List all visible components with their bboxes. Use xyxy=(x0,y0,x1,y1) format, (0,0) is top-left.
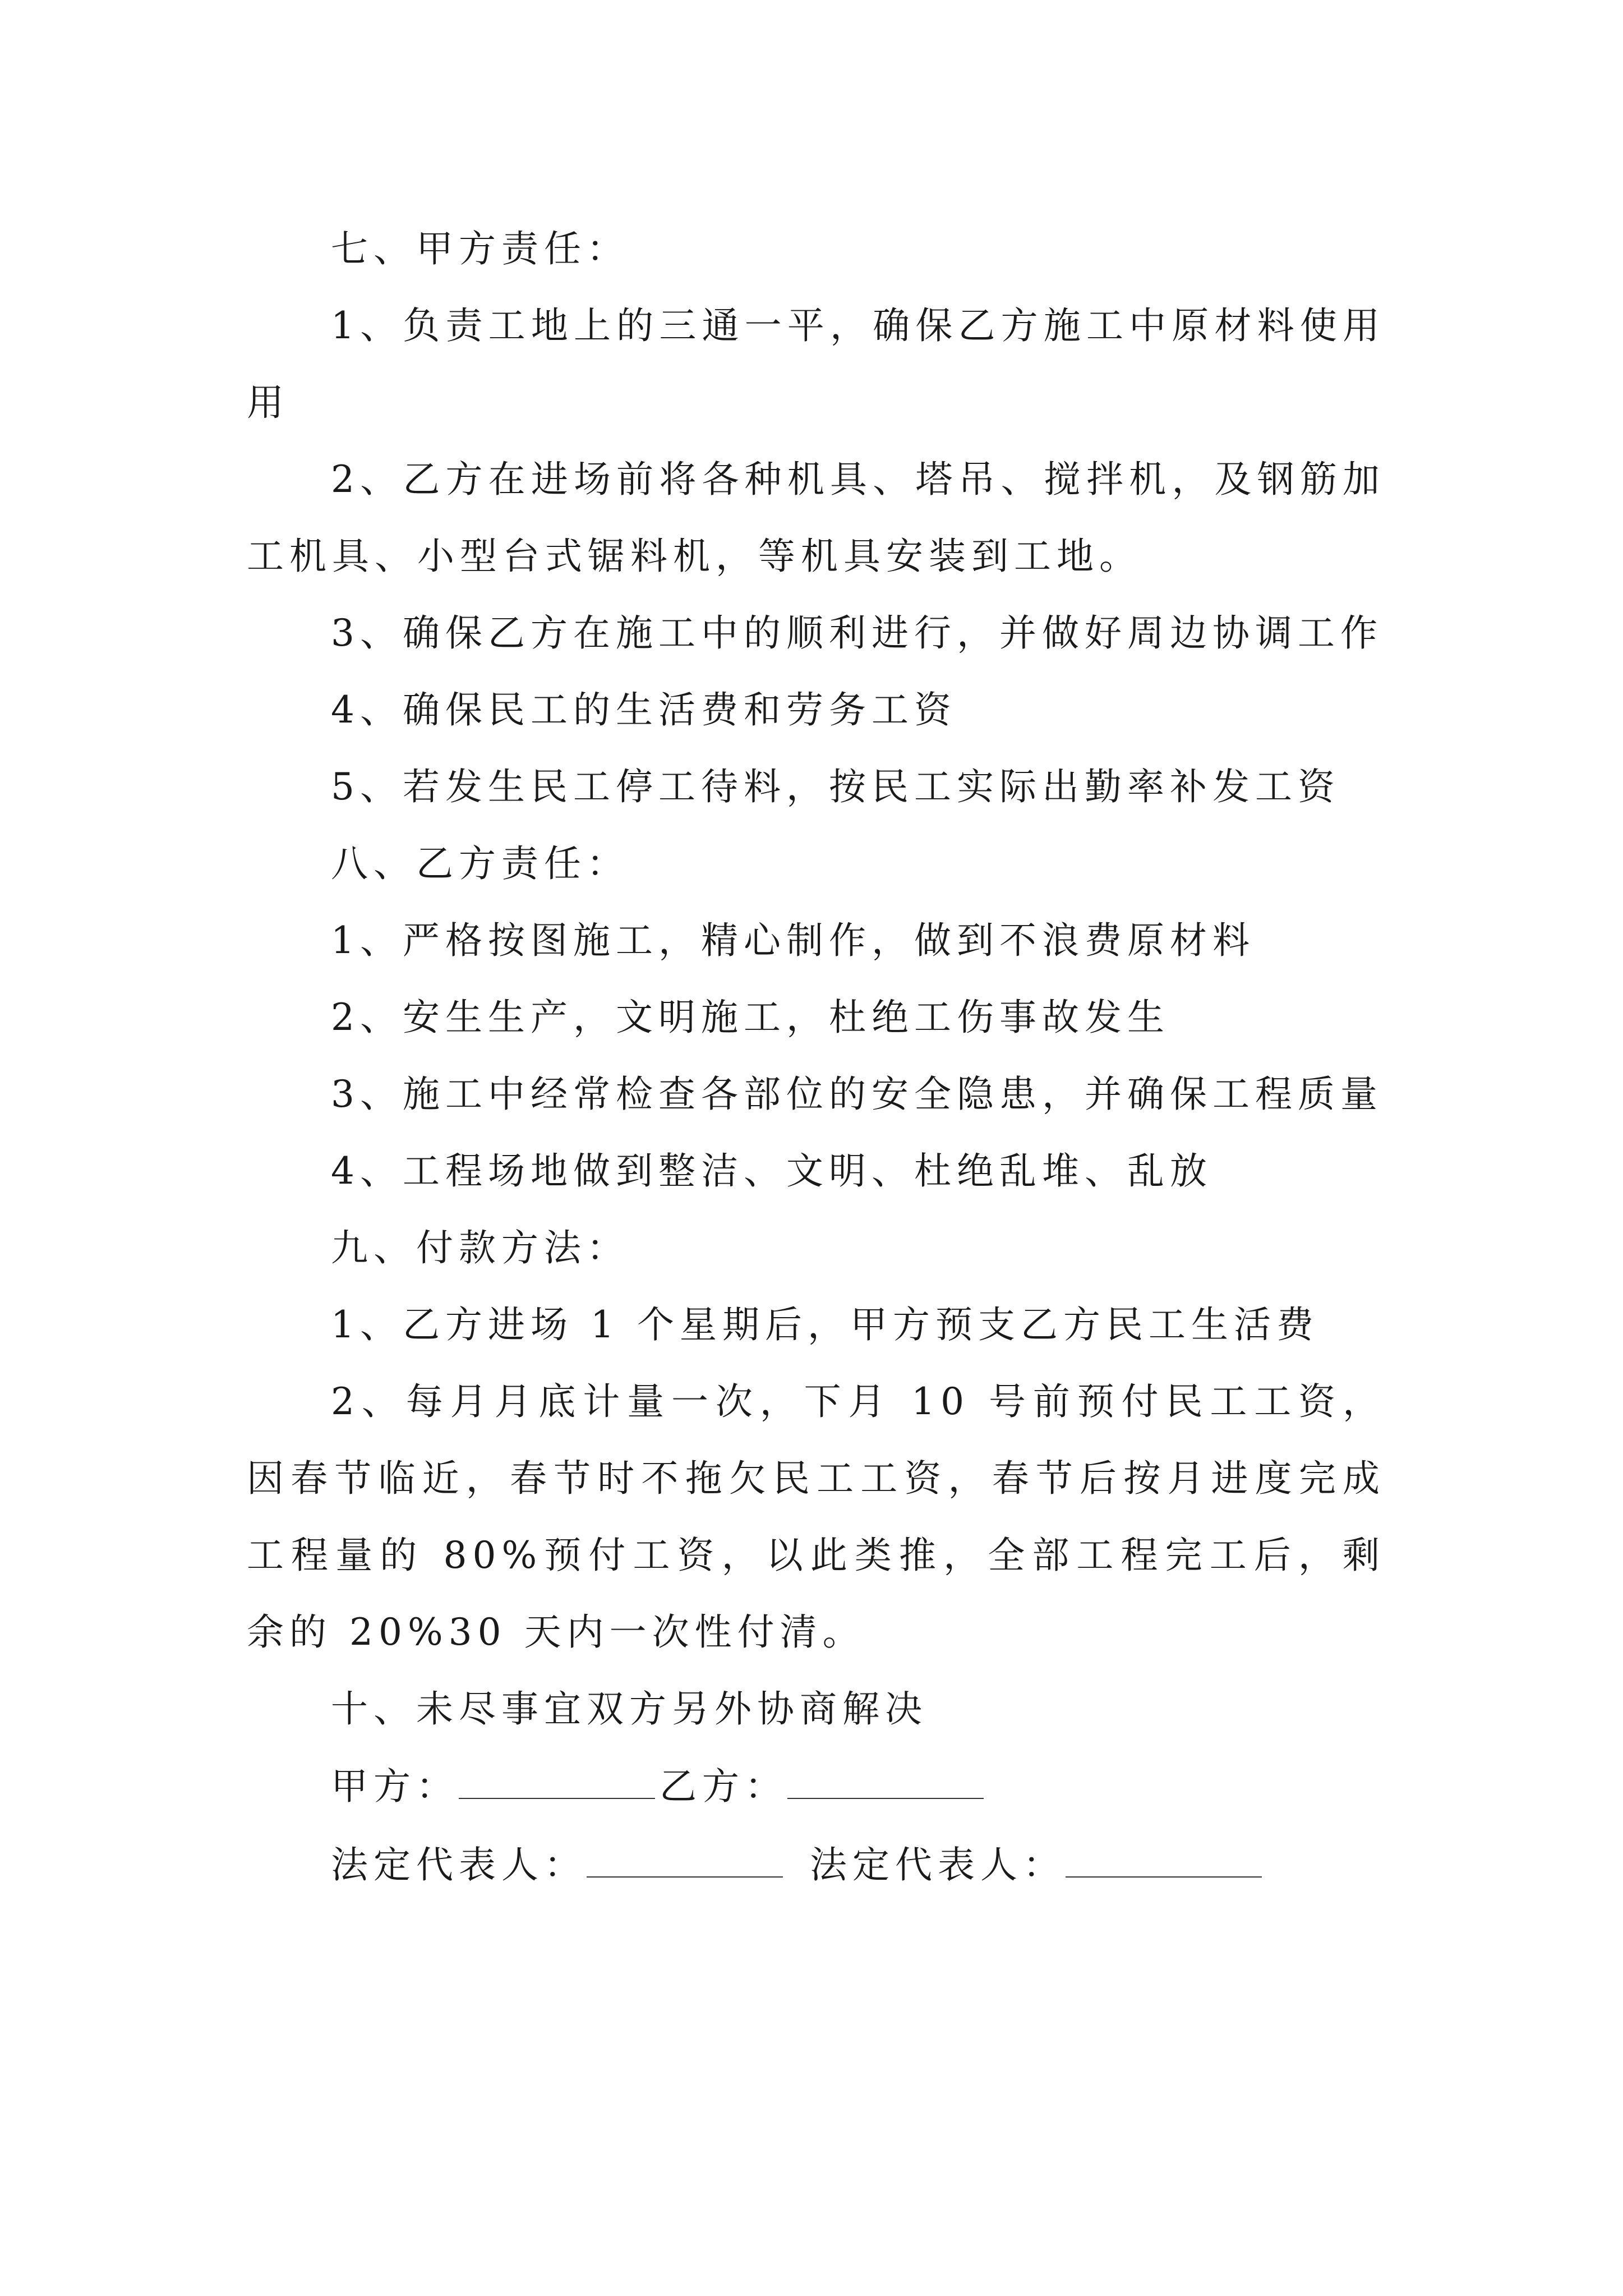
paragraph: 2、安生生产，文明施工，杜绝工伤事故发生 xyxy=(331,996,1170,1039)
paragraph: 2、每月月底计量一次，下月 10 号前预付民工工资，因春节临近，春节时不拖欠民工工资，春节后按月进度完成工程量的 80%预付工资，以此类推，全部工程完工后，剩余的 20%30 天内一次性付清。 xyxy=(247,1380,1385,1654)
rep-b-blank[interactable] xyxy=(1066,1843,1262,1878)
section-heading-payment: 九、付款方法： xyxy=(331,1226,629,1269)
document-body xyxy=(247,210,1385,1904)
party-b-blank[interactable] xyxy=(787,1764,984,1799)
section-heading-party-a-duties: 七、甲方责任： xyxy=(331,227,629,270)
rep-a-label: 法定代表人： xyxy=(331,1843,587,1887)
paragraph: 5、若发生民工停工待料，按民工实际出勤率补发工资 xyxy=(331,765,1340,808)
paragraph: 1、负责工地上的三通一平，确保乙方施工中原材料使用用 xyxy=(247,304,1385,424)
rep-b-label: 法定代表人： xyxy=(810,1843,1066,1887)
paragraph: 4、确保民工的生活费和劳务工资 xyxy=(331,688,957,731)
paragraph: 1、严格按图施工，精心制作，做到不浪费原材料 xyxy=(331,919,1255,962)
party-a-label: 甲方： xyxy=(331,1765,459,1808)
section-heading-other-matters: 十、未尽事宜双方另外协商解决 xyxy=(331,1687,928,1731)
party-b-label: 乙方： xyxy=(660,1765,787,1808)
section-heading-party-b-duties: 八、乙方责任： xyxy=(331,842,629,885)
party-signature-line xyxy=(247,1747,1385,1826)
paragraph: 2、乙方在进场前将各种机具、塔吊、搅拌机，及钢筋加工机具、小型台式锯料机，等机具安装到工地。 xyxy=(247,458,1385,578)
representative-signature-line xyxy=(247,1826,1385,1904)
paragraph: 1、乙方进场 1 个星期后，甲方预支乙方民工生活费 xyxy=(331,1303,1319,1346)
paragraph: 3、施工中经常检查各部位的安全隐患，并确保工程质量 xyxy=(331,1073,1383,1116)
paragraph: 4、工程场地做到整洁、文明、杜绝乱堆、乱放 xyxy=(331,1149,1212,1193)
rep-a-blank[interactable] xyxy=(587,1843,783,1878)
paragraph: 3、确保乙方在施工中的顺利进行，并做好周边协调工作 xyxy=(331,611,1383,655)
party-a-blank[interactable] xyxy=(459,1764,655,1799)
